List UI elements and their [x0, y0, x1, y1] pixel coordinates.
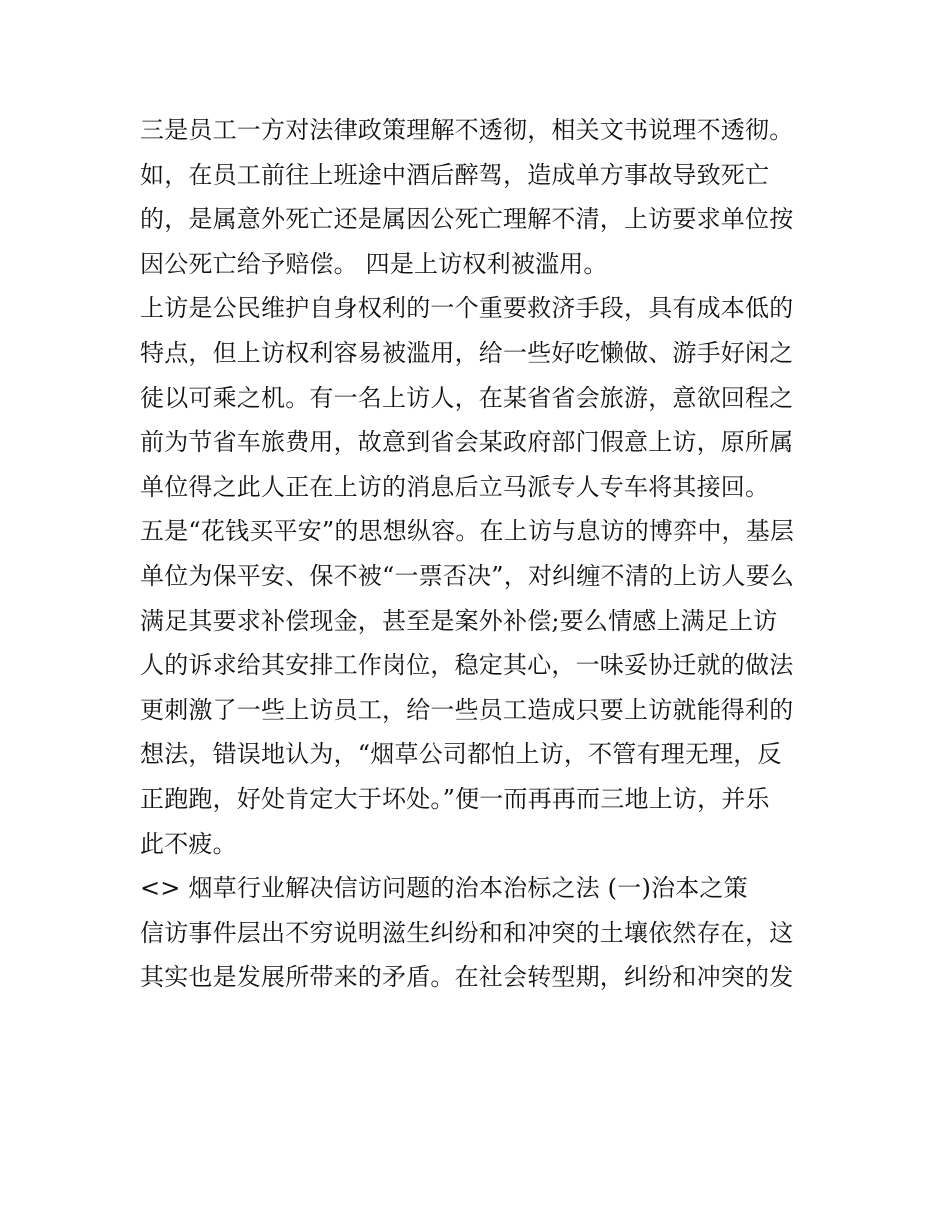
text-line: 其实也是发展所带来的矛盾。在社会转型期，纠纷和冲突的发 — [140, 963, 794, 992]
text-line: 正跑跑，好处肯定大于坏处。”便一而再再而三地上访，并乐 — [140, 784, 770, 813]
section-heading: <> 烟草行业解决信访问题的治本治标之法 (一)治本之策 — [140, 874, 748, 903]
text-line: 想法，错误地认为，“烟草公司都怕上访，不管有理无理，反 — [140, 740, 782, 769]
text-line: 满足其要求补偿现金，甚至是案外补偿;要么情感上满足上访 — [140, 606, 778, 635]
text-line: 此不疲。 — [140, 829, 237, 858]
text-line: 单位为保平安、保不被“一票否决”，对纠缠不清的上访人要么 — [140, 561, 795, 590]
text-line: 人的诉求给其安排工作岗位，稳定其心，一味妥协迁就的做法 — [140, 651, 794, 680]
text-line: 信访事件层出不穷说明滋生纠纷和和冲突的土壤依然存在，这 — [140, 918, 794, 947]
text-line: 更刺激了一些上访员工，给一些员工造成只要上访就能得利的 — [140, 695, 794, 724]
body-text — [140, 108, 820, 1000]
text-line: 五是“花钱买平安”的思想纵容。在上访与息访的博弈中，基层 — [140, 517, 795, 546]
text-line: 前为节省车旅费用，故意到省会某政府部门假意上访，原所属 — [140, 428, 794, 457]
text-line: 如，在员工前往上班途中酒后醉驾，造成单方事故导致死亡 — [140, 160, 770, 189]
text-line: 上访是公民维护自身权利的一个重要救济手段，具有成本低的 — [140, 294, 794, 323]
text-line: 的，是属意外死亡还是属因公死亡理解不清，上访要求单位按 — [140, 205, 794, 234]
text-line: 徒以可乘之机。有一名上访人，在某省省会旅游，意欲回程之 — [140, 383, 794, 412]
text-line: 三是员工一方对法律政策理解不透彻，相关文书说理不透彻。 — [140, 116, 794, 144]
text-line: 特点，但上访权利容易被滥用，给一些好吃懒做、游手好闲之 — [140, 338, 794, 367]
text-line: 单位得之此人正在上访的消息后立马派专人专车将其接回。 — [140, 472, 770, 501]
text-line: 因公死亡给予赔偿。 四是上访权利被滥用。 — [140, 249, 608, 278]
